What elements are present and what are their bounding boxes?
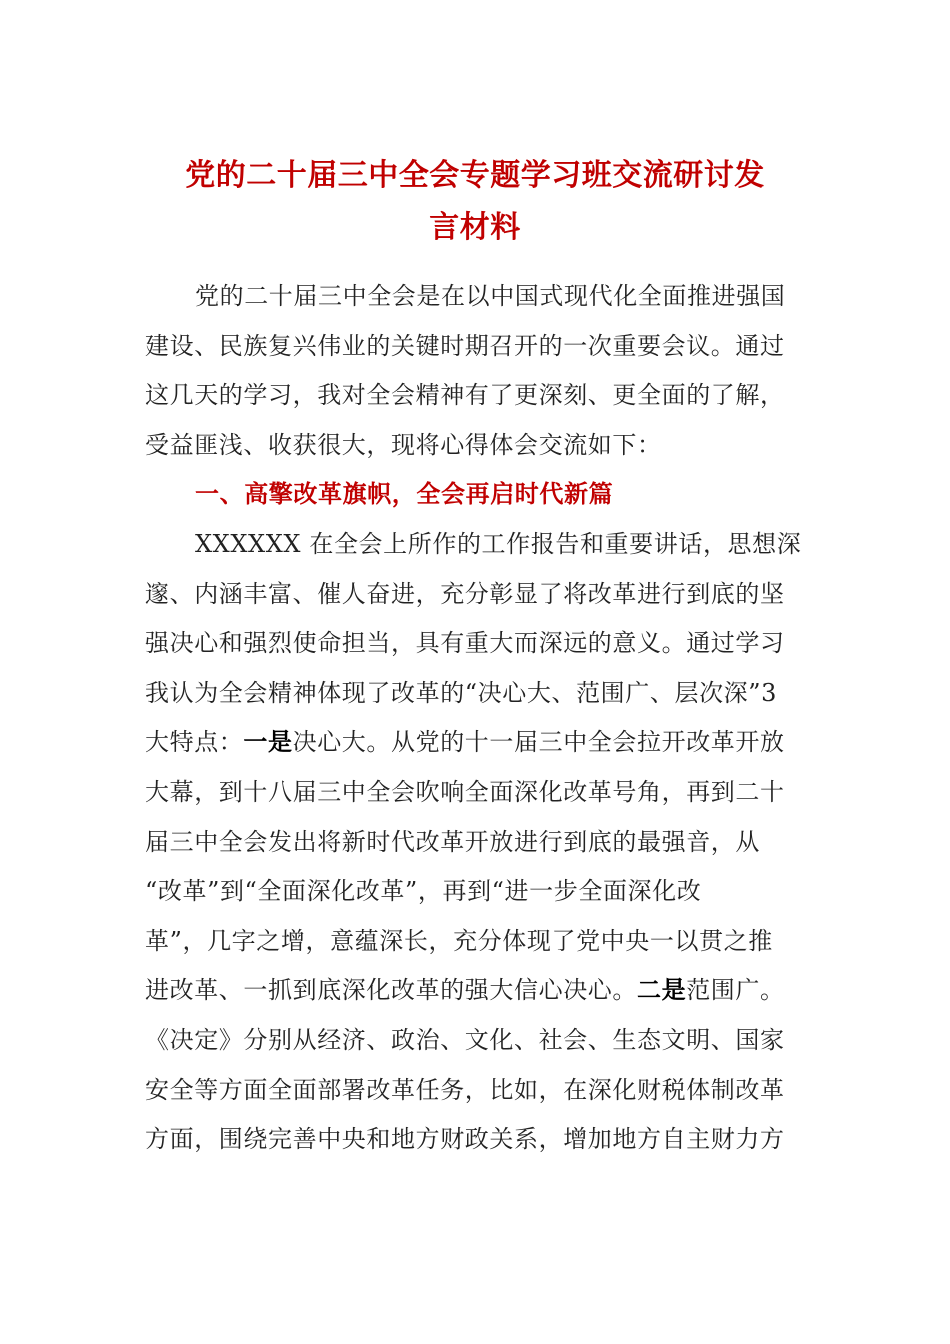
text-run: 决心大。从党的十一届三中全会拉开改革开放 xyxy=(292,728,785,757)
text-run: 范围广。 xyxy=(686,976,785,1005)
paragraph-2-line: “改革”到“全面深化改革”，再到“进一步全面深化改 xyxy=(145,877,702,906)
paragraph-2-line: 我认为全会精神体现了改革的“决心大、范围广、层次深”3 xyxy=(145,678,778,707)
paragraph-2-line xyxy=(145,718,805,768)
emphasis-second: 二是 xyxy=(637,976,687,1005)
paragraph-2-line: 大幕，到十八届三中全会吹响全面深化改革号角，再到二十 xyxy=(145,777,785,806)
paragraph-2-line: 邃、内涵丰富、催人奋进，充分彰显了将改革进行到底的坚 xyxy=(145,579,785,608)
title-line-1: 党的二十届三中全会专题学习班交流研讨发 xyxy=(185,158,765,193)
title-line-2: 言材料 xyxy=(429,210,521,245)
document-body xyxy=(145,272,805,1165)
paragraph-2-line: 安全等方面全面部署改革任务，比如，在深化财税体制改革 xyxy=(145,1075,785,1104)
paragraph-2-line: 方面，围绕完善中央和地方财政关系，增加地方自主财力方 xyxy=(145,1125,785,1154)
section-heading-1: 一、高擎改革旗帜，全会再启时代新篇 xyxy=(195,480,614,509)
paragraph-2-line: 强决心和强烈使命担当，具有重大而深远的意义。通过学习 xyxy=(145,629,785,658)
paragraph-1-line: 党的二十届三中全会是在以中国式现代化全面推进强国 xyxy=(195,282,786,310)
paragraph-1-line: 这几天的学习，我对全会精神有了更深刻、更全面的了解， xyxy=(145,381,785,410)
document-title xyxy=(145,150,805,254)
emphasis-first: 一是 xyxy=(243,728,293,757)
paragraph-2-line: 《决定》分别从经济、政治、文化、社会、生态文明、国家 xyxy=(145,1025,785,1054)
paragraph-2-line: 革”，几字之增，意蕴深长，充分体现了党中央一以贯之推 xyxy=(145,926,773,955)
paragraph-2-line: XXXXXX 在全会上所作的工作报告和重要讲话，思想深 xyxy=(195,529,802,558)
paragraph-2-line: 届三中全会发出将新时代改革开放进行到底的最强音，从 xyxy=(145,827,760,856)
text-run: 大特点： xyxy=(145,728,244,757)
paragraph-2-line xyxy=(145,966,805,1016)
text-run: 进改革、一抓到底深化改革的强大信心决心。 xyxy=(145,976,637,1005)
paragraph-1-line: 建设、民族复兴伟业的关键时期召开的一次重要会议。通过 xyxy=(145,331,785,360)
paragraph-1-line: 受益匪浅、收获很大，现将心得体会交流如下： xyxy=(145,430,662,459)
